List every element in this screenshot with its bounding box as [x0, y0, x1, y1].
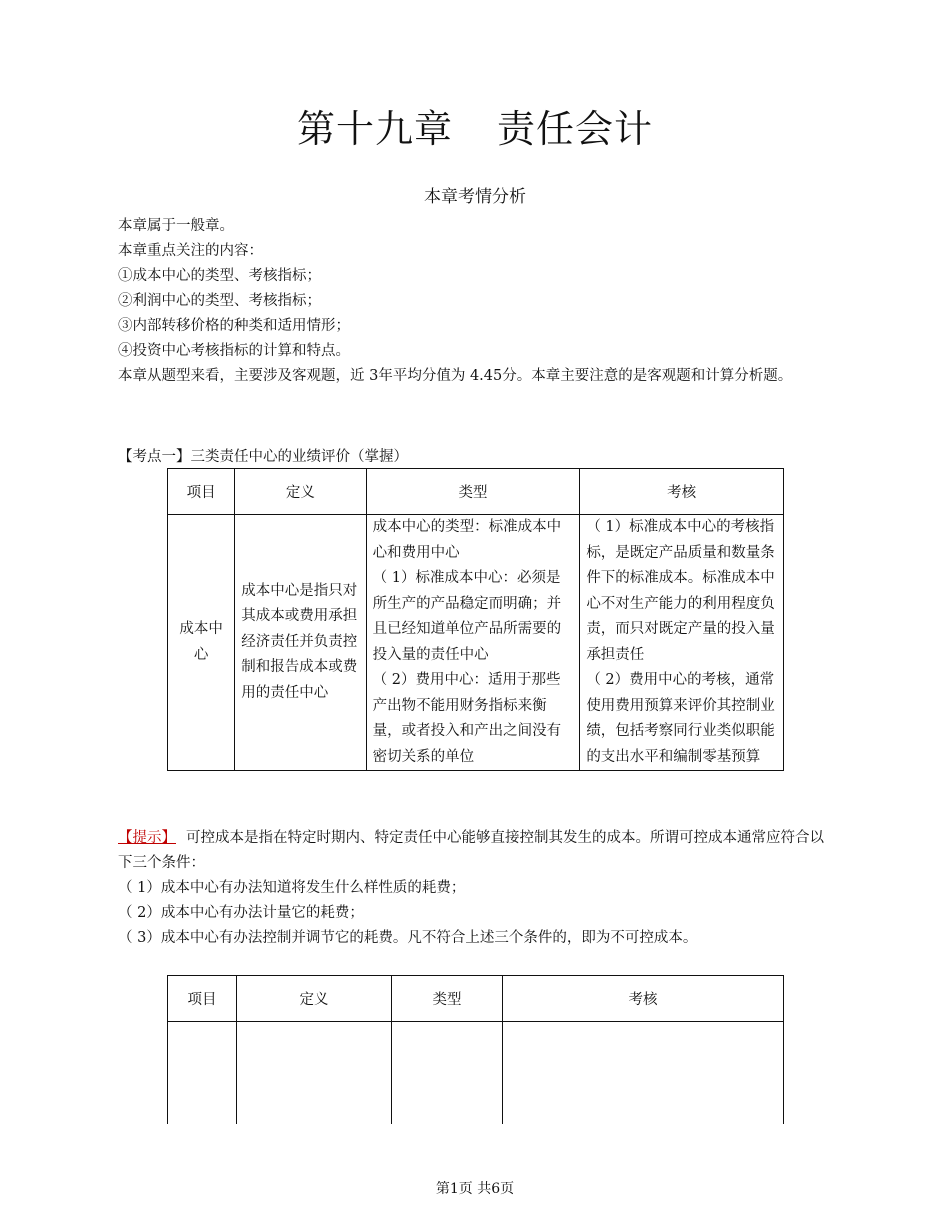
chapter-number: 第十九章 [296, 107, 453, 151]
cell-item: 成本中心 [168, 515, 235, 771]
header-type: 类型 [366, 469, 580, 515]
header-item: 项目 [168, 469, 235, 515]
tip-condition: （ 1）成本中心有办法知道将发生什么样性质的耗费； [118, 880, 466, 896]
tip-first-line [118, 826, 838, 876]
chapter-name: 责任会计 [497, 107, 654, 151]
header-exam: 考核 [503, 976, 784, 1022]
intro-line: ②利润中心的类型、考核指标； [118, 293, 321, 309]
responsibility-center-table [167, 468, 784, 771]
tip-label: 【提示】 [118, 830, 176, 846]
empty-cell [503, 1022, 784, 1125]
page-footer: 第1页 共6页 [435, 1181, 515, 1197]
cell-exam [580, 515, 784, 771]
header-definition: 定义 [237, 976, 392, 1022]
type-line: （ 2）费用中心：适用于那些产出物不能用财务指标来衡量，或者投入和产出之间没有密切关系的单位 [372, 672, 562, 765]
chapter-title [0, 98, 950, 153]
intro-line: ①成本中心的类型、考核指标； [118, 268, 321, 284]
kaodian-heading: 【考点一】三类责任中心的业绩评价（掌握） [118, 449, 408, 465]
intro-line: ③内部转移价格的种类和适用情形； [118, 318, 350, 334]
tip-condition: （ 3）成本中心有办法控制并调节它的耗费。凡不符合上述三个条件的，即为不可控成本。 [118, 930, 698, 946]
type-line: 成本中心的类型：标准成本中心和费用中心 [372, 519, 562, 561]
tip-condition: （ 2）成本中心有办法计量它的耗费； [118, 905, 364, 921]
table-header-row [168, 976, 784, 1022]
exam-line: （ 2）费用中心的考核，通常使用费用预算来评价其控制业绩，包括考察同行业类似职能的支出水平和编制零基预算 [586, 672, 775, 765]
empty-cell [168, 1022, 237, 1125]
tip-text: 可控成本是指在特定时期内、特定责任中心能够直接控制其发生的成本。所谓可控成本通常应符合以下三个条件： [118, 830, 824, 871]
empty-cell [237, 1022, 392, 1125]
header-exam: 考核 [580, 469, 784, 515]
table-row [168, 1022, 784, 1125]
cell-type [366, 515, 580, 771]
header-definition: 定义 [235, 469, 366, 515]
tip-note [118, 826, 838, 951]
section-title: 本章考情分析 [424, 187, 526, 207]
cell-definition: 成本中心是指只对其成本或费用承担经济责任并负责控制和报告成本或费用的责任中心 [235, 515, 366, 771]
second-table [167, 975, 784, 1124]
intro-line: 本章属于一般章。 [118, 218, 234, 234]
table-header-row [168, 469, 784, 515]
intro-line: 本章从题型来看，主要涉及客观题，近 3年平均分值为 4.45分。本章主要注意的是客观题和计算分析题。 [118, 368, 793, 384]
intro-line: 本章重点关注的内容： [118, 243, 263, 259]
exam-line: （ 1）标准成本中心的考核指标，是既定产品质量和数量条件下的标准成本。标准成本中心不对生产能力的利用程度负责，而只对既定产量的投入量承担责任 [586, 519, 775, 663]
empty-cell [392, 1022, 503, 1125]
intro-line: ④投资中心考核指标的计算和特点。 [118, 343, 350, 359]
type-line: （ 1）标准成本中心：必须是所生产的产品稳定而明确；并且已经知道单位产品所需要的投入量的责任中心 [372, 570, 562, 663]
intro-paragraphs [118, 214, 838, 389]
header-item: 项目 [168, 976, 237, 1022]
header-type: 类型 [392, 976, 503, 1022]
table-row [168, 515, 784, 771]
